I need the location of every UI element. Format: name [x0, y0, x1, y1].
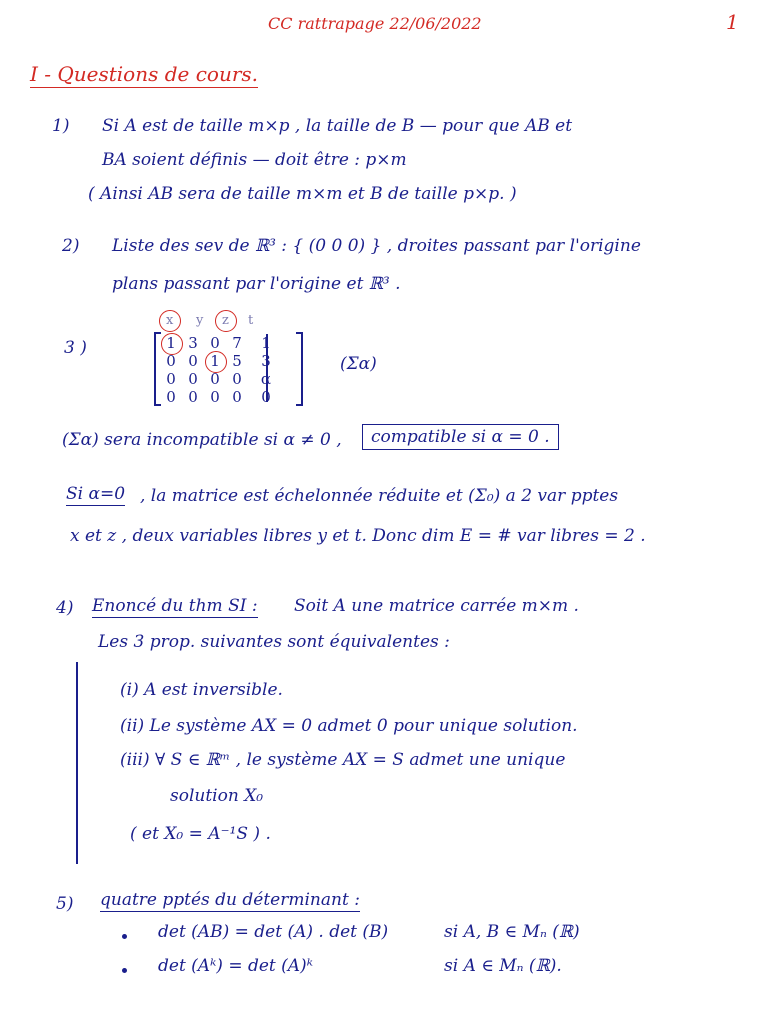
matrix-cell: 0: [166, 352, 176, 370]
matrix-cell: 0: [188, 370, 198, 388]
q4-note: ( et X₀ = A⁻¹S ) .: [130, 824, 271, 844]
matrix-cell: 0: [166, 370, 176, 388]
q5-bullet1-right: si A, B ∈ Mₙ (ℝ): [444, 922, 580, 942]
incompatible-text: (Σα) sera incompatible si α ≠ 0 ,: [62, 430, 342, 450]
q1-line3: ( Ainsi AB sera de taille m×m et B de taille p×p. ): [88, 184, 517, 204]
section-title: I - Questions de cours.: [30, 62, 259, 86]
q2-line2: plans passant par l'origine et ℝ³ .: [112, 274, 401, 294]
var-label-t: t: [248, 313, 254, 328]
pivot-var-circle-z: [215, 310, 237, 332]
matrix-right-bracket: [296, 332, 303, 406]
q4-title: Enoncé du thm SI :: [92, 596, 258, 616]
bullet-2: [122, 968, 127, 973]
pivot-var-circle-x: [159, 310, 181, 332]
q5-bullet2-right: si A ∈ Mₙ (ℝ).: [444, 956, 562, 976]
matrix-cell: 7: [232, 334, 242, 352]
bullet-1: [122, 934, 127, 939]
q5-bullet1-left: det (AB) = det (A) . det (B): [158, 922, 389, 942]
q4-item-i: (i) A est inversible.: [120, 680, 283, 700]
matrix-cell: 3: [188, 334, 198, 352]
matrix-cell: 0: [210, 334, 220, 352]
matrix-cell: 0: [232, 370, 242, 388]
q4-item-iii-b: solution X₀: [170, 786, 264, 806]
compatible-box: compatible si α = 0 .: [362, 424, 559, 450]
q1-line2: BA soient définis — doit être : p×m: [102, 150, 407, 170]
q4-number: 4): [56, 598, 74, 618]
q5-title: quatre pptés du déterminant :: [100, 890, 360, 910]
page-number: 1: [726, 10, 739, 34]
matrix-cell: 1: [261, 334, 271, 352]
var-label-y: y: [196, 313, 204, 328]
matrix-cell: 0: [232, 388, 242, 406]
matrix-cell: α: [260, 370, 272, 388]
q5-bullet2-left: det (Aᵏ) = det (A)ᵏ: [158, 956, 313, 976]
q5-number: 5): [56, 894, 74, 914]
var-label-z: z: [222, 313, 229, 328]
q4-item-iii: (iii) ∀ S ∈ ℝᵐ , le système AX = S admet une unique: [120, 750, 566, 770]
matrix-row: [160, 370, 284, 388]
pivot-circle-2: [205, 351, 227, 373]
q2-number: 2): [62, 236, 80, 256]
q3-number: 3 ): [64, 338, 87, 358]
matrix-cell: 0: [210, 388, 220, 406]
matrix-cell: 0: [261, 388, 271, 406]
matrix-cell: 1: [210, 352, 220, 370]
system-label: (Σα): [340, 354, 377, 374]
matrix-cell: 0: [210, 370, 220, 388]
matrix-cell: 3: [261, 352, 271, 370]
q1-number: 1): [52, 116, 70, 136]
theorem-vertical-bar: [76, 662, 78, 864]
matrix-cell: 1: [166, 334, 176, 352]
matrix-row: [160, 388, 284, 406]
si-alpha-zero: Si α=0: [66, 484, 126, 504]
q1-line1: Si A est de taille m×p , la taille de B — pour que AB et: [102, 116, 573, 136]
q3-line-a: , la matrice est échelonnée réduite et (Σ₀) a 2 var pptes: [140, 486, 619, 506]
matrix-cell: 5: [232, 352, 242, 370]
matrix-cell: 0: [188, 388, 198, 406]
q3-line-b: x et z , deux variables libres y et t. Donc dim E = # var libres = 2 .: [70, 526, 646, 546]
pivot-circle-1: [161, 333, 183, 355]
page-header-title: CC rattrapage 22/06/2022: [268, 14, 482, 33]
matrix-cell: 0: [188, 352, 198, 370]
q4-line1: Soit A une matrice carrée m×m .: [294, 596, 579, 616]
var-label-x: x: [166, 313, 174, 328]
q4-item-ii: (ii) Le système AX = 0 admet 0 pour unique solution.: [120, 716, 578, 736]
q4-line2: Les 3 prop. suivantes sont équivalentes :: [98, 632, 450, 652]
q2-line1: Liste des sev de ℝ³ : { (0 0 0) } , droites passant par l'origine: [112, 236, 641, 256]
matrix-cell: 0: [166, 388, 176, 406]
